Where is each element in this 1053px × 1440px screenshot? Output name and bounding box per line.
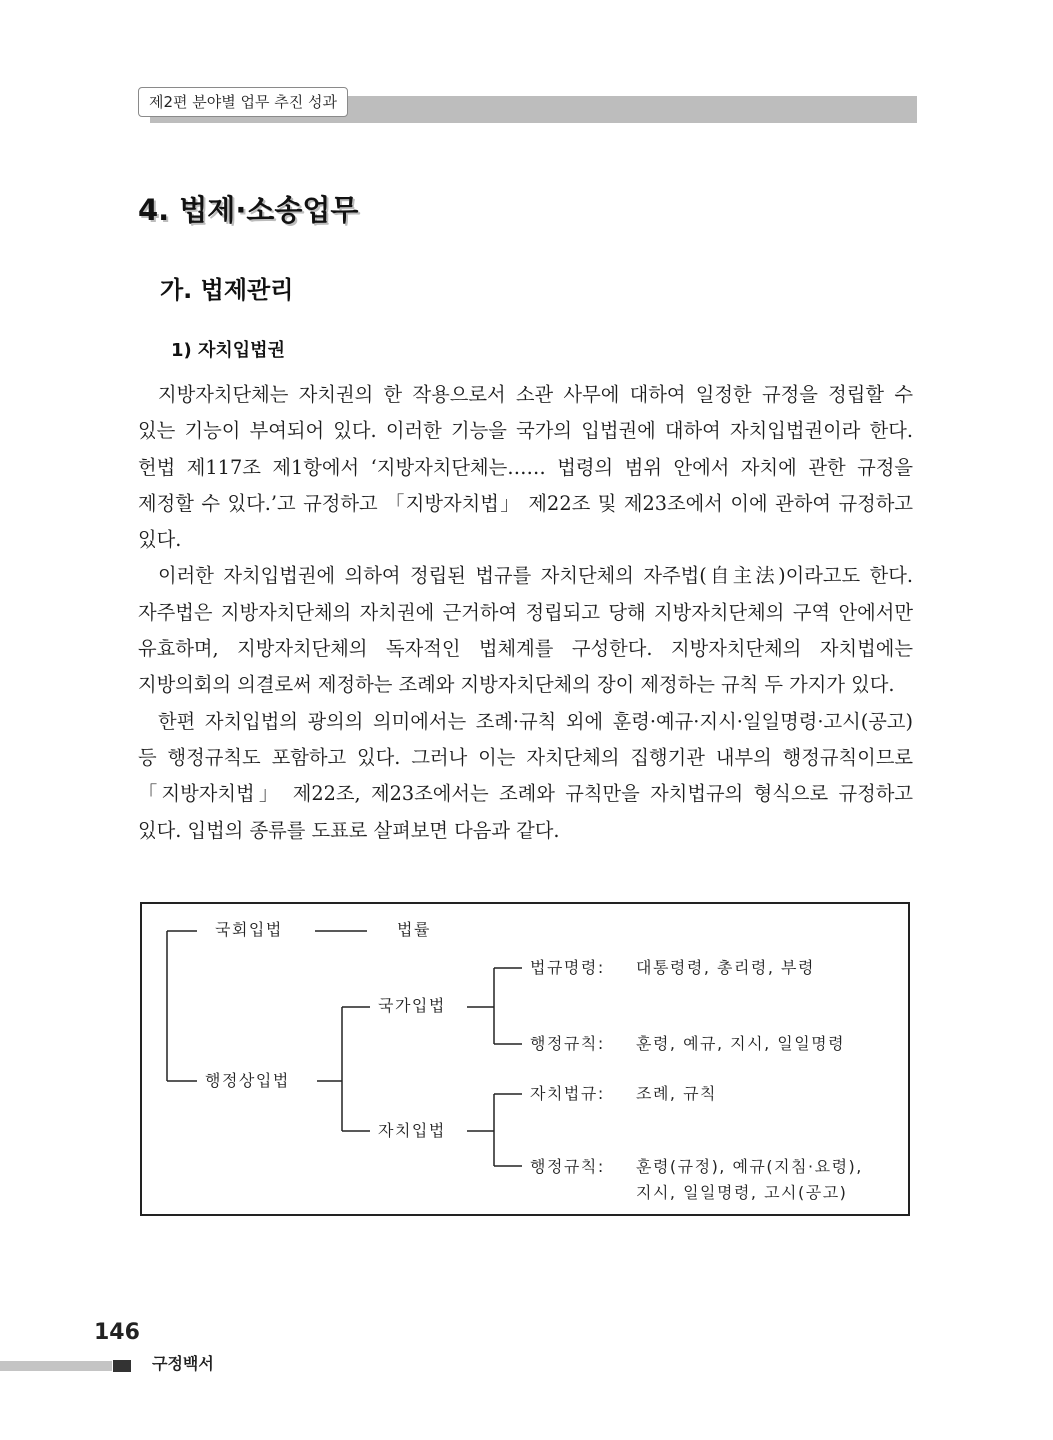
legislation-diagram (140, 902, 910, 1216)
footer-square (113, 1360, 131, 1372)
national-assembly-label: 국회입법 (215, 920, 283, 939)
chapter-heading: 4. 법제·소송업무 (138, 193, 359, 227)
book-title: 구정백서 (152, 1354, 214, 1373)
admin-rule-value-1: 훈령, 예규, 지시, 일일명령 (636, 1034, 846, 1053)
admin-rule-value-2b: 지시, 일일명령, 고시(공고) (636, 1183, 848, 1202)
subsection-heading: 1) 자치입법권 (171, 340, 285, 361)
admin-legislation-label: 행정상입법 (205, 1071, 290, 1090)
local-law-value: 조례, 규칙 (636, 1084, 717, 1103)
local-law-label: 자치법규: (530, 1084, 605, 1103)
decree-value: 대통령령, 총리령, 부령 (636, 958, 815, 977)
admin-rule-value-2a: 훈령(규정), 예규(지침·요령), (636, 1157, 863, 1176)
footer-bar (0, 1361, 112, 1371)
admin-rule-label-2: 행정규칙: (530, 1157, 605, 1176)
body-text (138, 377, 913, 849)
law-label: 법률 (397, 920, 431, 939)
state-legislation-label: 국가입법 (378, 996, 446, 1015)
paragraph-2: 이러한 자치입법권에 의하여 정립된 법규를 자치단체의 자주법(自主法)이라고도 한다. 자주법은 지방자치단체의 자치권에 근거하여 정립되고 당해 지방자치단체의 구역 안에서만 유효하며, 지방자치단체의 독자적인 법체계를 구성한다. 지방자치단체의 자치법에는 지방의회의 의결로써 제정하는 조례와 지방자치단체의 장이 제정하는 규칙 두 가지가 있다. (138, 564, 913, 697)
paragraph-1: 지방자치단체는 자치권의 한 작용으로서 소관 사무에 대하여 일정한 규정을 정립할 수 있는 기능이 부여되어 있다. 이러한 기능을 국가의 입법권에 대하여 자치입법권이라 한다. 헌법 제117조 제1항에서 ‘지방자치단체는…… 법령의 범위 안에서 자치에 관한 규정을 제정할 수 있다.’고 규정하고 「지방자치법」 제22조 및 제23조에서 이에 관하여 규정하고 있다. (138, 383, 913, 552)
page-number: 146 (94, 1320, 140, 1345)
paragraph-3: 한편 자치입법의 광의의 의미에서는 조례·규칙 외에 훈령·예규·지시·일일명령·고시(공고) 등 행정규칙도 포함하고 있다. 그러나 이는 자치단체의 집행기관 내부의 행정규칙이므로 「지방자치법」 제22조, 제23조에서는 조례와 규칙만을 자치법규의 형식으로 규정하고 있다. 입법의 종류를 도표로 살펴보면 다음과 같다. (138, 709, 913, 842)
section-tab: 제2편 분야별 업무 추진 성과 (138, 87, 348, 117)
decree-label: 법규명령: (530, 958, 605, 977)
local-legislation-label: 자치입법 (378, 1121, 446, 1140)
admin-rule-label-1: 행정규칙: (530, 1034, 605, 1053)
section-heading: 가. 법제관리 (160, 276, 294, 304)
